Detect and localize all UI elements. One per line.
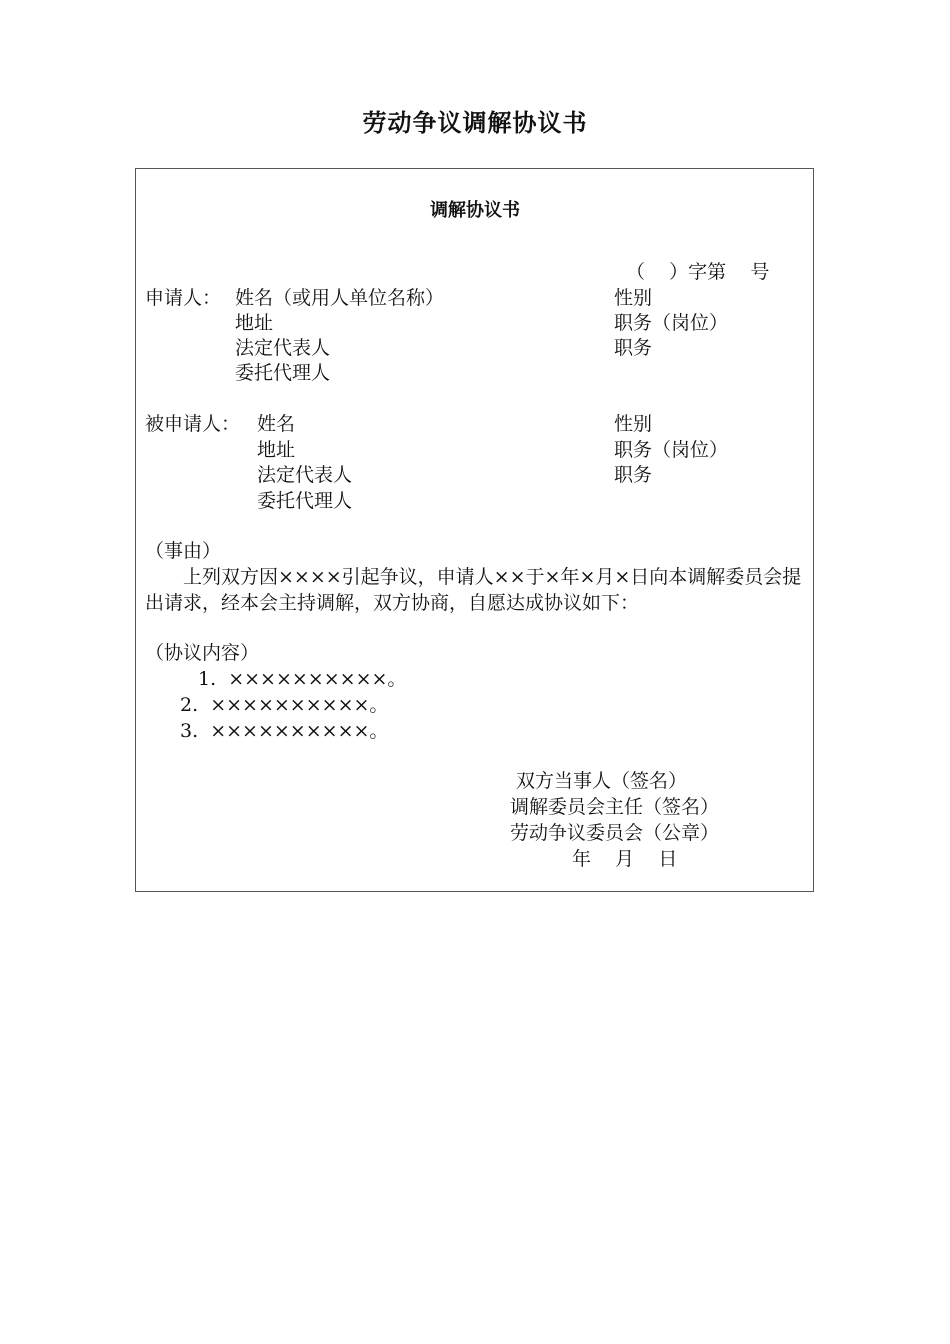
respondent-name-label: 姓名 [257, 413, 296, 435]
applicant-address-label: 地址 [235, 312, 274, 334]
respondent-agent-label: 委托代理人 [257, 490, 353, 512]
applicant-name-label: 姓名（或用人单位名称） [235, 287, 445, 309]
applicant-post-label: 职务（岗位） [614, 312, 729, 334]
form-subtitle: 调解协议书 [430, 200, 520, 221]
content-heading: （协议内容） [145, 642, 260, 664]
page-title: 劳动争议调解协议书 [362, 109, 588, 137]
applicant-label: 申请人： [145, 287, 222, 309]
signature-committee: 劳动争议委员会（公章） [510, 822, 720, 844]
agreement-item: 3. ××××××××××。 [180, 720, 389, 742]
signature-parties: 双方当事人（签名） [516, 770, 688, 792]
respondent-label: 被申请人： [145, 413, 241, 435]
applicant-legal-rep-label: 法定代表人 [235, 337, 331, 359]
respondent-post-label: 职务（岗位） [614, 439, 729, 461]
respondent-address-label: 地址 [257, 439, 296, 461]
applicant-duty-label: 职务 [614, 337, 653, 359]
case-number: （ ）字第 号 [626, 261, 770, 283]
signature-date: 年 月 日 [572, 848, 678, 870]
applicant-gender-label: 性别 [614, 287, 653, 309]
respondent-legal-rep-label: 法定代表人 [257, 464, 353, 486]
reason-text: 上列双方因××××引起争议，申请人××于×年×月×日向本调解委员会提出请求，经本会主持调解，双方协商，自愿达成协议如下： [145, 566, 802, 614]
signature-director: 调解委员会主任（签名） [510, 796, 720, 818]
agreement-item: 1. ××××××××××。 [198, 668, 407, 690]
agreement-item: 2. ××××××××××。 [180, 694, 389, 716]
respondent-gender-label: 性别 [614, 413, 653, 435]
applicant-agent-label: 委托代理人 [235, 362, 331, 384]
respondent-duty-label: 职务 [614, 464, 653, 486]
reason-heading: （事由） [145, 540, 222, 562]
